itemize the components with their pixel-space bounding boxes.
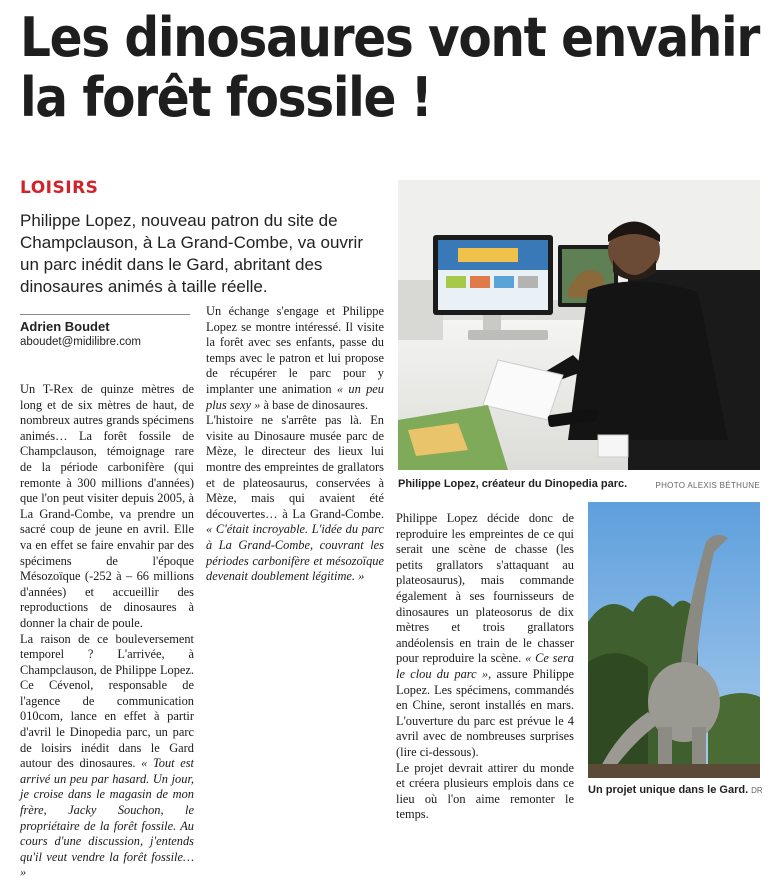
quote-hasard: « Tout est arrivé un peu par hasard. Un jour, je croise dans le magasin de mon frère, Jacky Souchon, le propriétaire de la forêt fossile. Au cours d'une discussion, j'entends qu'il veut vendre la forêt fossile… »	[20, 756, 194, 879]
dinosaur-photo-illustration	[588, 502, 760, 778]
paragraph-intro: Un T-Rex de quinze mètres de long et de six mètres de haut, de nombreux autres grands spécimens animés… La forêt fossile de Champclauson, témoignage rare de la période carbonifère (qui remonte à 300 millions d'années) que l'on peut visiter depuis 2005, à La Grand-Combe, va prendre un sacré coup de jeune en avril. Elle va en effet se faire envahir par des spécimens de l'époque Mésozoïque (-252 à – 66 millions d'années) et accueillir des reproductions de dinosaures à donner la chair de poule.	[20, 382, 194, 632]
paragraph-conclusion: Le projet devrait attirer du monde et créera plusieurs emplois dans ce lieu où l'on aime remonter le temps.	[396, 761, 574, 823]
office-photo-illustration	[398, 180, 760, 470]
paragraph-hunt: Philippe Lopez décide donc de reproduire les empreintes de ce qui serait une scène de chasse (les petits grallators s'attaquant au plateosaurus), mais commande également à ses fournisseurs de dinosaures un plateosorus de dix mètres et trois grallators andéolensis en train de le chasser pour reproduire la scène. « Ce sera le clou du parc », assure Philippe Lopez. Les spécimens, commandés en Chine, seront installés en mars. L'ouverture du parc est prévue le 4 avril avec de nombreuses surprises (lire ci-dessous).	[396, 511, 574, 761]
article-column-1	[20, 382, 194, 881]
paragraph-arrival: La raison de ce bouleversement temporel ? L'arrivée, à Champclauson, de Philippe Lopez. Ce Cévenol, responsable de l'agence de communication 010com, lance en effet à partir d'avril le Dinopedia parc, un parc de loisirs inédit dans le Gard autour des dinosaures. « Tout est arrivé un peu par hasard. Un jour, je croise dans le magasin de mon frère, Jacky Souchon, le propriétaire de la forêt fossile. Au cours d'une discussion, j'entends qu'il veut vendre la forêt fossile… »	[20, 632, 194, 881]
photo-philippe-lopez	[398, 180, 760, 470]
article-column-2	[206, 304, 384, 585]
author-email[interactable]: aboudet@midilibre.com	[20, 336, 190, 348]
photo2-credit: DR	[751, 786, 763, 795]
paragraph-meze: L'histoire ne s'arrête pas là. En visite au Dinosaure musée parc de Mèze, le directeur des lieux lui montre des empreintes de grallators et de plateosaurus, conservées à Mèze, mais qui avaient été découvertes… à La Grand-Combe. « C'était incroyable. L'idée du parc à La Grand-Combe, couvrant les périodes carbonifère et mésozoïque devenait doublement légitime. »	[206, 413, 384, 585]
photo-dinosaur-statue	[588, 502, 760, 778]
paragraph-exchange: Un échange s'engage et Philippe Lopez se montre intéressé. Il visite la forêt avec ses enfants, passe du temps avec le patron et lui propose de récupérer le parc pour y implanter une animation « un peu plus sexy » à base de dinosaures.	[206, 304, 384, 413]
section-rubric: LOISIRS	[20, 178, 98, 198]
photo1-credit: PHOTO ALEXIS BÉTHUNE	[655, 481, 760, 490]
photo2-caption: Un projet unique dans le Gard. DR	[588, 784, 763, 796]
article-column-3	[396, 511, 574, 823]
author-name: Adrien Boudet	[20, 319, 190, 334]
photo1-caption: Philippe Lopez, créateur du Dinopedia parc.	[398, 478, 627, 490]
headline: Les dinosaures vont envahir la forêt fossile !	[20, 8, 767, 128]
lead-paragraph: Philippe Lopez, nouveau patron du site de Champclauson, à La Grand-Combe, va ouvrir un parc inédit dans le Gard, abritant des dinosaures animés à taille réelle.	[20, 210, 380, 298]
byline	[20, 314, 190, 348]
